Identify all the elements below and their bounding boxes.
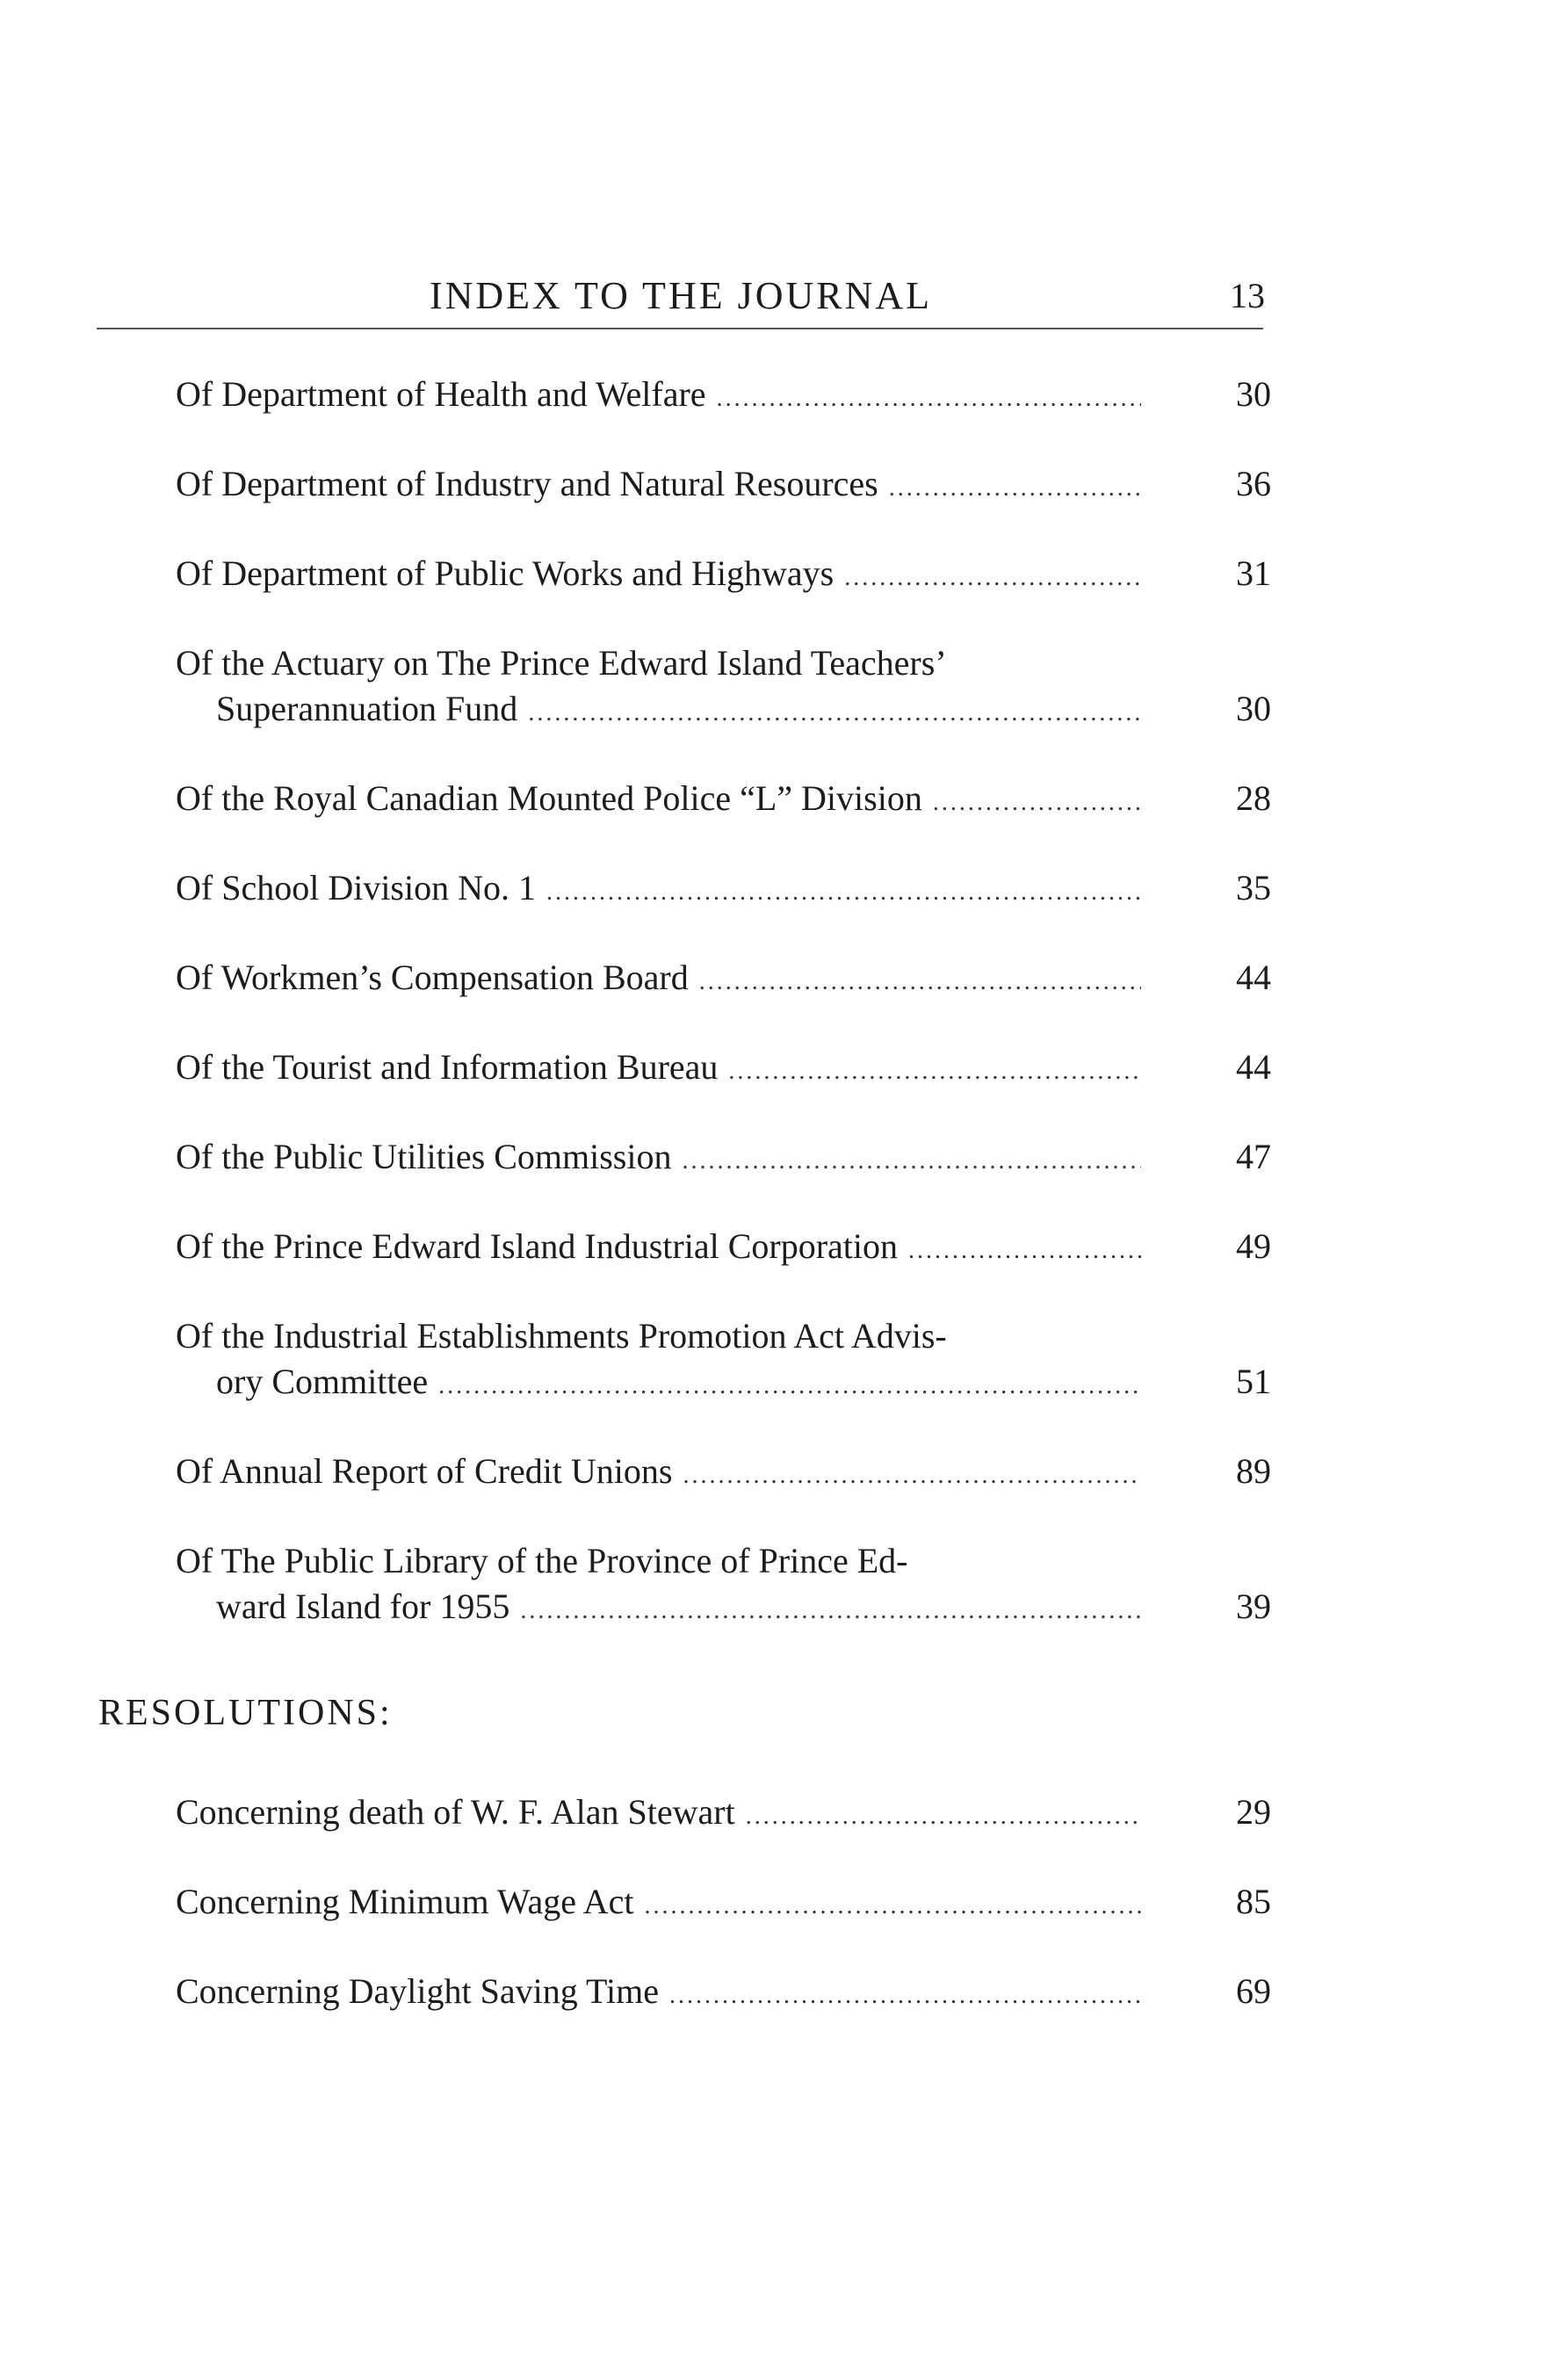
leader-dots bbox=[669, 1973, 1141, 2019]
leader-dots bbox=[528, 690, 1141, 736]
entry-text-continued: ory Committee bbox=[216, 1362, 429, 1401]
leader-dots bbox=[728, 1049, 1141, 1095]
index-entry bbox=[176, 551, 1271, 596]
entry-text: Of School Division No. 1 bbox=[176, 868, 536, 907]
entry-text: Concerning Minimum Wage Act bbox=[176, 1882, 634, 1921]
entry-page: 44 bbox=[1236, 958, 1271, 997]
index-entry bbox=[176, 372, 1271, 417]
index-entry bbox=[176, 1134, 1271, 1180]
entry-page: 47 bbox=[1236, 1137, 1271, 1176]
entry-text: Of the Prince Edward Island Industrial Corporation bbox=[176, 1226, 899, 1266]
entry-text: Of Workmen’s Compensation Board bbox=[176, 958, 689, 997]
leader-dots bbox=[645, 1883, 1141, 1929]
entry-page: 31 bbox=[1236, 553, 1271, 593]
header-rule bbox=[97, 328, 1263, 329]
entry-page: 89 bbox=[1236, 1451, 1271, 1491]
entry-page: 30 bbox=[1236, 374, 1271, 414]
entry-text: Of The Public Library of the Province of Prince Ed- bbox=[176, 1541, 908, 1580]
index-entry bbox=[176, 1969, 1271, 2014]
running-header bbox=[97, 274, 1265, 318]
entry-text: Of Department of Health and Welfare bbox=[176, 374, 706, 414]
entry-text: Of Department of Industry and Natural Resources bbox=[176, 464, 878, 503]
entry-text: Of the Tourist and Information Bureau bbox=[176, 1047, 719, 1087]
entry-text: Concerning Daylight Saving Time bbox=[176, 1971, 659, 2011]
leader-dots bbox=[717, 376, 1141, 422]
leader-dots bbox=[546, 870, 1141, 915]
index-entry bbox=[176, 640, 1271, 732]
leader-dots bbox=[933, 780, 1141, 826]
index-entry bbox=[176, 1879, 1271, 1925]
entry-text: Of Annual Report of Credit Unions bbox=[176, 1451, 673, 1491]
entry-page: 30 bbox=[1236, 689, 1271, 728]
index-entry bbox=[176, 461, 1271, 507]
leader-dots bbox=[438, 1363, 1141, 1409]
entry-text: Concerning death of W. F. Alan Stewart bbox=[176, 1792, 735, 1832]
entry-page: 29 bbox=[1236, 1792, 1271, 1832]
leader-dots bbox=[699, 959, 1141, 1005]
index-entry bbox=[176, 1789, 1271, 1835]
entry-page: 28 bbox=[1236, 778, 1271, 818]
entry-text: Of the Public Utilities Commission bbox=[176, 1137, 672, 1176]
index-entry bbox=[176, 1449, 1271, 1494]
entry-text: Of the Actuary on The Prince Edward Island Teachers’ bbox=[176, 643, 947, 683]
entry-page: 51 bbox=[1236, 1362, 1271, 1401]
leader-dots bbox=[889, 466, 1141, 511]
index-entry bbox=[176, 1313, 1271, 1405]
index-entry bbox=[176, 1538, 1271, 1630]
index-entry bbox=[176, 865, 1271, 911]
index-entry bbox=[176, 955, 1271, 1001]
entry-page: 49 bbox=[1236, 1226, 1271, 1266]
entry-page: 36 bbox=[1236, 464, 1271, 503]
section-heading-resolutions: RESOLUTIONS: bbox=[98, 1693, 393, 1733]
entry-text: Of the Royal Canadian Mounted Police “L” Division bbox=[176, 778, 922, 818]
entry-page: 39 bbox=[1236, 1587, 1271, 1626]
entry-text: Of the Industrial Establishments Promotion Act Advis- bbox=[176, 1316, 947, 1356]
leader-dots bbox=[682, 1139, 1141, 1184]
entry-page: 35 bbox=[1236, 868, 1271, 907]
leader-dots bbox=[746, 1794, 1141, 1840]
entry-text-continued: Superannuation Fund bbox=[216, 689, 518, 728]
leader-dots bbox=[520, 1588, 1141, 1634]
leader-dots bbox=[683, 1453, 1142, 1499]
index-entry bbox=[176, 776, 1271, 821]
index-entry bbox=[176, 1045, 1271, 1090]
entry-text-continued: ward Island for 1955 bbox=[216, 1587, 510, 1626]
index-entry bbox=[176, 1224, 1271, 1269]
entry-text: Of Department of Public Works and Highways bbox=[176, 553, 835, 593]
entry-page: 44 bbox=[1236, 1047, 1271, 1087]
entry-page: 85 bbox=[1236, 1882, 1271, 1921]
page-title: INDEX TO THE JOURNAL bbox=[429, 274, 933, 317]
leader-dots bbox=[908, 1228, 1141, 1274]
page-number: 13 bbox=[1230, 276, 1265, 315]
entry-page: 69 bbox=[1236, 1971, 1271, 2011]
leader-dots bbox=[844, 555, 1141, 601]
